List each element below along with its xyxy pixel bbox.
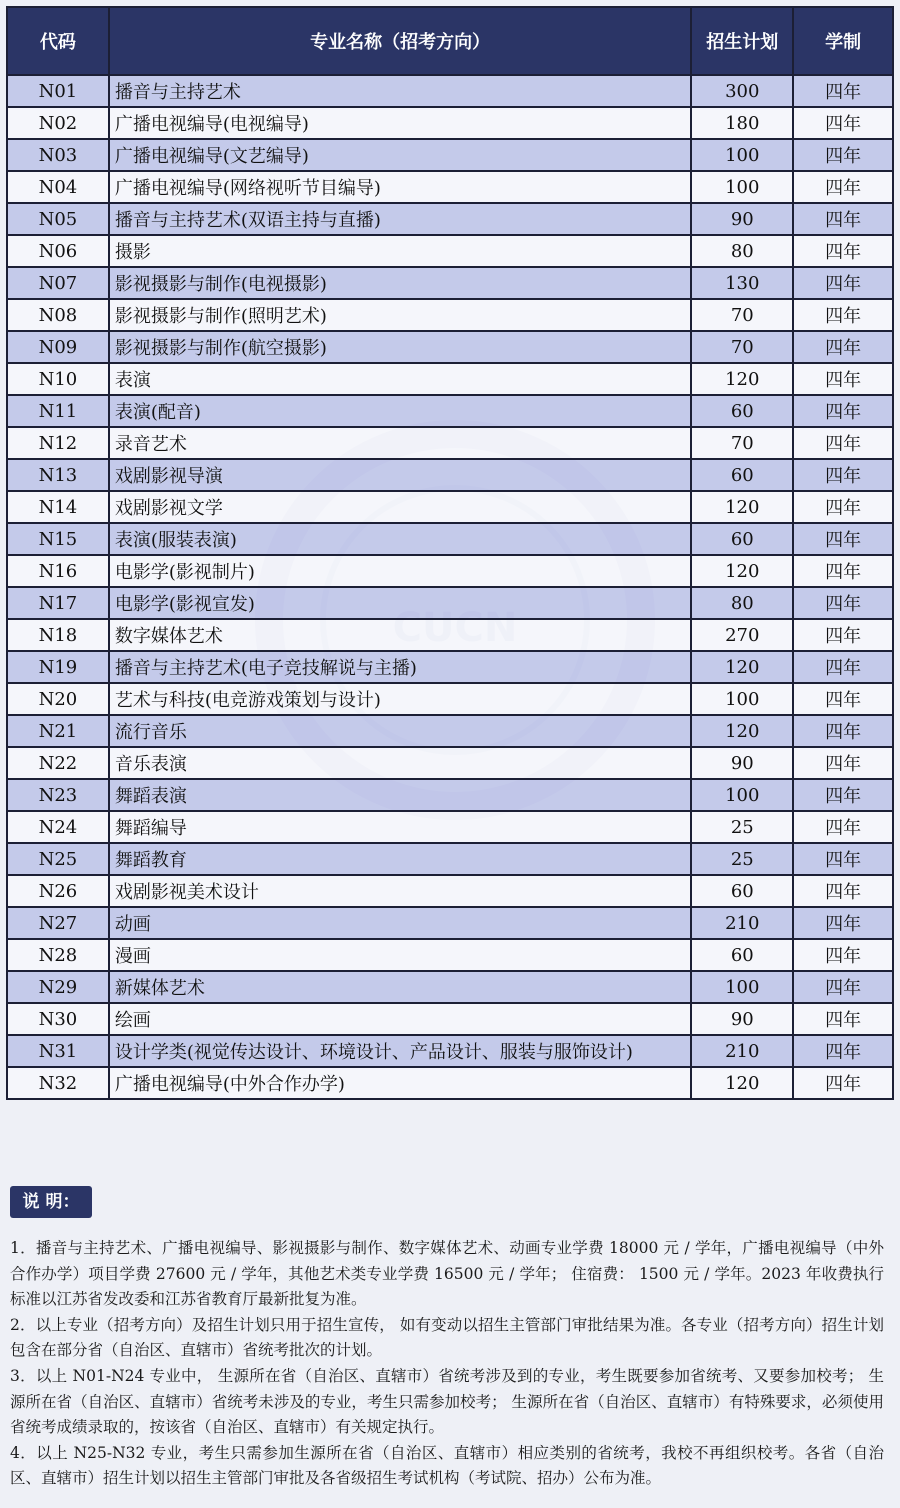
table-row (7, 459, 893, 491)
note-item-2: 2．以上专业（招考方向）及招生计划只用于招生宣传， 如有变动以招生主管部门审批结果为准。各专业（招考方向）招生计划包含在部分省（自治区、直辖市）省统考批次的计划。 (10, 1315, 884, 1360)
table-row (7, 843, 893, 875)
cell-duration: 四年 (793, 555, 893, 587)
cell-major-name: 绘画 (109, 1003, 692, 1035)
cell-major-name: 音乐表演 (109, 747, 692, 779)
cell-major-name: 影视摄影与制作(航空摄影) (109, 331, 692, 363)
cell-enrollment-plan: 210 (691, 907, 793, 939)
cell-duration: 四年 (793, 715, 893, 747)
cell-code: N01 (7, 75, 109, 107)
cell-duration: 四年 (793, 395, 893, 427)
cell-code: N12 (7, 427, 109, 459)
cell-duration: 四年 (793, 1003, 893, 1035)
cell-major-name: 舞蹈编导 (109, 811, 692, 843)
cell-enrollment-plan: 60 (691, 875, 793, 907)
cell-duration: 四年 (793, 907, 893, 939)
table-row (7, 651, 893, 683)
table-row (7, 811, 893, 843)
cell-enrollment-plan: 70 (691, 331, 793, 363)
cell-enrollment-plan: 120 (691, 555, 793, 587)
table-row (7, 491, 893, 523)
cell-major-name: 舞蹈教育 (109, 843, 692, 875)
notes-section (10, 1236, 884, 1492)
cell-code: N22 (7, 747, 109, 779)
cell-code: N06 (7, 235, 109, 267)
cell-enrollment-plan: 80 (691, 587, 793, 619)
cell-duration: 四年 (793, 427, 893, 459)
cell-code: N07 (7, 267, 109, 299)
table-row (7, 75, 893, 107)
table-row (7, 1067, 893, 1099)
cell-code: N24 (7, 811, 109, 843)
cell-major-name: 播音与主持艺术 (109, 75, 692, 107)
table-header-row (7, 7, 893, 75)
cell-major-name: 流行音乐 (109, 715, 692, 747)
cell-enrollment-plan: 60 (691, 395, 793, 427)
cell-major-name: 电影学(影视宣发) (109, 587, 692, 619)
cell-enrollment-plan: 120 (691, 651, 793, 683)
cell-major-name: 漫画 (109, 939, 692, 971)
table-row (7, 875, 893, 907)
cell-duration: 四年 (793, 843, 893, 875)
note-item-1: 1．播音与主持艺术、广播电视编导、影视摄影与制作、数字媒体艺术、动画专业学费 18000 元 / 学年，广播电视编导（中外合作办学）项目学费 27600 元 / 学年，其他艺术类专业学费 16500 元 / 学年； 住宿费： 1500 元 / 学年。2023 年收费执行标准以江苏省发改委和江苏省教育厅最新批复为准。 (10, 1239, 884, 1309)
cell-enrollment-plan: 130 (691, 267, 793, 299)
cell-major-name: 舞蹈表演 (109, 779, 692, 811)
table-row (7, 299, 893, 331)
note-item-3: 3．以上 N01-N24 专业中， 生源所在省（自治区、直辖市）省统考涉及到的专业，考生既要参加省统考、又要参加校考； 生源所在省（自治区、直辖市）省统考未涉及的专业，考生只需参加校考； 生源所在省（自治区、直辖市）有特殊要求，必须使用省统考成绩录取的，按该省（自治区、直辖市）有关规定执行。 (10, 1366, 884, 1437)
cell-major-name: 影视摄影与制作(电视摄影) (109, 267, 692, 299)
cell-duration: 四年 (793, 363, 893, 395)
table-row (7, 587, 893, 619)
table-row (7, 939, 893, 971)
cell-major-name: 电影学(影视制片) (109, 555, 692, 587)
cell-major-name: 数字媒体艺术 (109, 619, 692, 651)
cell-duration: 四年 (793, 651, 893, 683)
cell-duration: 四年 (793, 587, 893, 619)
cell-major-name: 广播电视编导(文艺编导) (109, 139, 692, 171)
cell-major-name: 动画 (109, 907, 692, 939)
cell-code: N25 (7, 843, 109, 875)
cell-enrollment-plan: 100 (691, 779, 793, 811)
cell-enrollment-plan: 90 (691, 747, 793, 779)
cell-code: N21 (7, 715, 109, 747)
header-enrollment-plan: 招生计划 (691, 7, 793, 75)
cell-duration: 四年 (793, 75, 893, 107)
table-row (7, 619, 893, 651)
cell-enrollment-plan: 90 (691, 203, 793, 235)
cell-duration: 四年 (793, 107, 893, 139)
cell-duration: 四年 (793, 875, 893, 907)
cell-code: N11 (7, 395, 109, 427)
cell-duration: 四年 (793, 779, 893, 811)
table-row (7, 139, 893, 171)
cell-enrollment-plan: 60 (691, 459, 793, 491)
cell-code: N15 (7, 523, 109, 555)
cell-major-name: 戏剧影视文学 (109, 491, 692, 523)
cell-code: N05 (7, 203, 109, 235)
cell-code: N04 (7, 171, 109, 203)
table-row (7, 395, 893, 427)
cell-enrollment-plan: 80 (691, 235, 793, 267)
cell-duration: 四年 (793, 203, 893, 235)
cell-code: N17 (7, 587, 109, 619)
cell-major-name: 摄影 (109, 235, 692, 267)
cell-enrollment-plan: 180 (691, 107, 793, 139)
cell-major-name: 广播电视编导(网络视听节目编导) (109, 171, 692, 203)
cell-major-name: 设计学类(视觉传达设计、环境设计、产品设计、服装与服饰设计) (109, 1035, 692, 1067)
cell-enrollment-plan: 100 (691, 683, 793, 715)
enrollment-plan-table (6, 6, 894, 1100)
cell-enrollment-plan: 120 (691, 491, 793, 523)
cell-enrollment-plan: 60 (691, 939, 793, 971)
table-row (7, 235, 893, 267)
cell-code: N23 (7, 779, 109, 811)
header-duration: 学制 (793, 7, 893, 75)
cell-code: N02 (7, 107, 109, 139)
cell-major-name: 播音与主持艺术(电子竞技解说与主播) (109, 651, 692, 683)
table-row (7, 203, 893, 235)
cell-duration: 四年 (793, 235, 893, 267)
cell-code: N26 (7, 875, 109, 907)
cell-code: N19 (7, 651, 109, 683)
cell-duration: 四年 (793, 459, 893, 491)
table-row (7, 715, 893, 747)
cell-code: N29 (7, 971, 109, 1003)
cell-major-name: 广播电视编导(中外合作办学) (109, 1067, 692, 1099)
table-row (7, 1003, 893, 1035)
cell-duration: 四年 (793, 491, 893, 523)
table-body (7, 75, 893, 1099)
cell-duration: 四年 (793, 267, 893, 299)
cell-code: N20 (7, 683, 109, 715)
table-row (7, 107, 893, 139)
cell-enrollment-plan: 210 (691, 1035, 793, 1067)
cell-code: N09 (7, 331, 109, 363)
note-item-4: 4．以上 N25-N32 专业，考生只需参加生源所在省（自治区、直辖市）相应类别的省统考，我校不再组织校考。各省（自治区、直辖市）招生计划以招生主管部门审批及各省级招生考试机构（考试院、招办）公布为准。 (10, 1443, 884, 1488)
cell-code: N13 (7, 459, 109, 491)
cell-major-name: 影视摄影与制作(照明艺术) (109, 299, 692, 331)
cell-enrollment-plan: 60 (691, 523, 793, 555)
cell-enrollment-plan: 100 (691, 171, 793, 203)
notes-title-badge: 说 明： (10, 1186, 92, 1218)
cell-duration: 四年 (793, 971, 893, 1003)
cell-enrollment-plan: 100 (691, 139, 793, 171)
header-code: 代码 (7, 7, 109, 75)
table-row (7, 171, 893, 203)
cell-duration: 四年 (793, 811, 893, 843)
header-major-name: 专业名称（招考方向） (109, 7, 692, 75)
table-row (7, 779, 893, 811)
cell-code: N27 (7, 907, 109, 939)
cell-major-name: 新媒体艺术 (109, 971, 692, 1003)
cell-code: N14 (7, 491, 109, 523)
cell-major-name: 广播电视编导(电视编导) (109, 107, 692, 139)
table-row (7, 427, 893, 459)
cell-duration: 四年 (793, 299, 893, 331)
cell-enrollment-plan: 270 (691, 619, 793, 651)
cell-enrollment-plan: 90 (691, 1003, 793, 1035)
table-row (7, 523, 893, 555)
cell-duration: 四年 (793, 331, 893, 363)
table-row (7, 1035, 893, 1067)
cell-code: N03 (7, 139, 109, 171)
cell-duration: 四年 (793, 1067, 893, 1099)
cell-code: N28 (7, 939, 109, 971)
cell-code: N18 (7, 619, 109, 651)
cell-code: N16 (7, 555, 109, 587)
cell-enrollment-plan: 25 (691, 843, 793, 875)
cell-enrollment-plan: 25 (691, 811, 793, 843)
cell-major-name: 播音与主持艺术(双语主持与直播) (109, 203, 692, 235)
cell-enrollment-plan: 120 (691, 715, 793, 747)
table-row (7, 907, 893, 939)
cell-duration: 四年 (793, 523, 893, 555)
cell-enrollment-plan: 100 (691, 971, 793, 1003)
table-row (7, 555, 893, 587)
cell-enrollment-plan: 120 (691, 363, 793, 395)
cell-duration: 四年 (793, 747, 893, 779)
cell-code: N32 (7, 1067, 109, 1099)
cell-major-name: 表演 (109, 363, 692, 395)
cell-code: N10 (7, 363, 109, 395)
cell-code: N31 (7, 1035, 109, 1067)
cell-major-name: 戏剧影视美术设计 (109, 875, 692, 907)
cell-major-name: 录音艺术 (109, 427, 692, 459)
table-row (7, 363, 893, 395)
cell-enrollment-plan: 70 (691, 299, 793, 331)
cell-code: N30 (7, 1003, 109, 1035)
cell-enrollment-plan: 300 (691, 75, 793, 107)
cell-major-name: 表演(配音) (109, 395, 692, 427)
cell-enrollment-plan: 120 (691, 1067, 793, 1099)
cell-duration: 四年 (793, 939, 893, 971)
cell-major-name: 戏剧影视导演 (109, 459, 692, 491)
table-row (7, 747, 893, 779)
cell-duration: 四年 (793, 139, 893, 171)
table-row (7, 971, 893, 1003)
cell-duration: 四年 (793, 1035, 893, 1067)
cell-major-name: 艺术与科技(电竞游戏策划与设计) (109, 683, 692, 715)
table-row (7, 683, 893, 715)
cell-major-name: 表演(服装表演) (109, 523, 692, 555)
table-row (7, 267, 893, 299)
cell-code: N08 (7, 299, 109, 331)
cell-enrollment-plan: 70 (691, 427, 793, 459)
table-row (7, 331, 893, 363)
cell-duration: 四年 (793, 171, 893, 203)
cell-duration: 四年 (793, 683, 893, 715)
cell-duration: 四年 (793, 619, 893, 651)
